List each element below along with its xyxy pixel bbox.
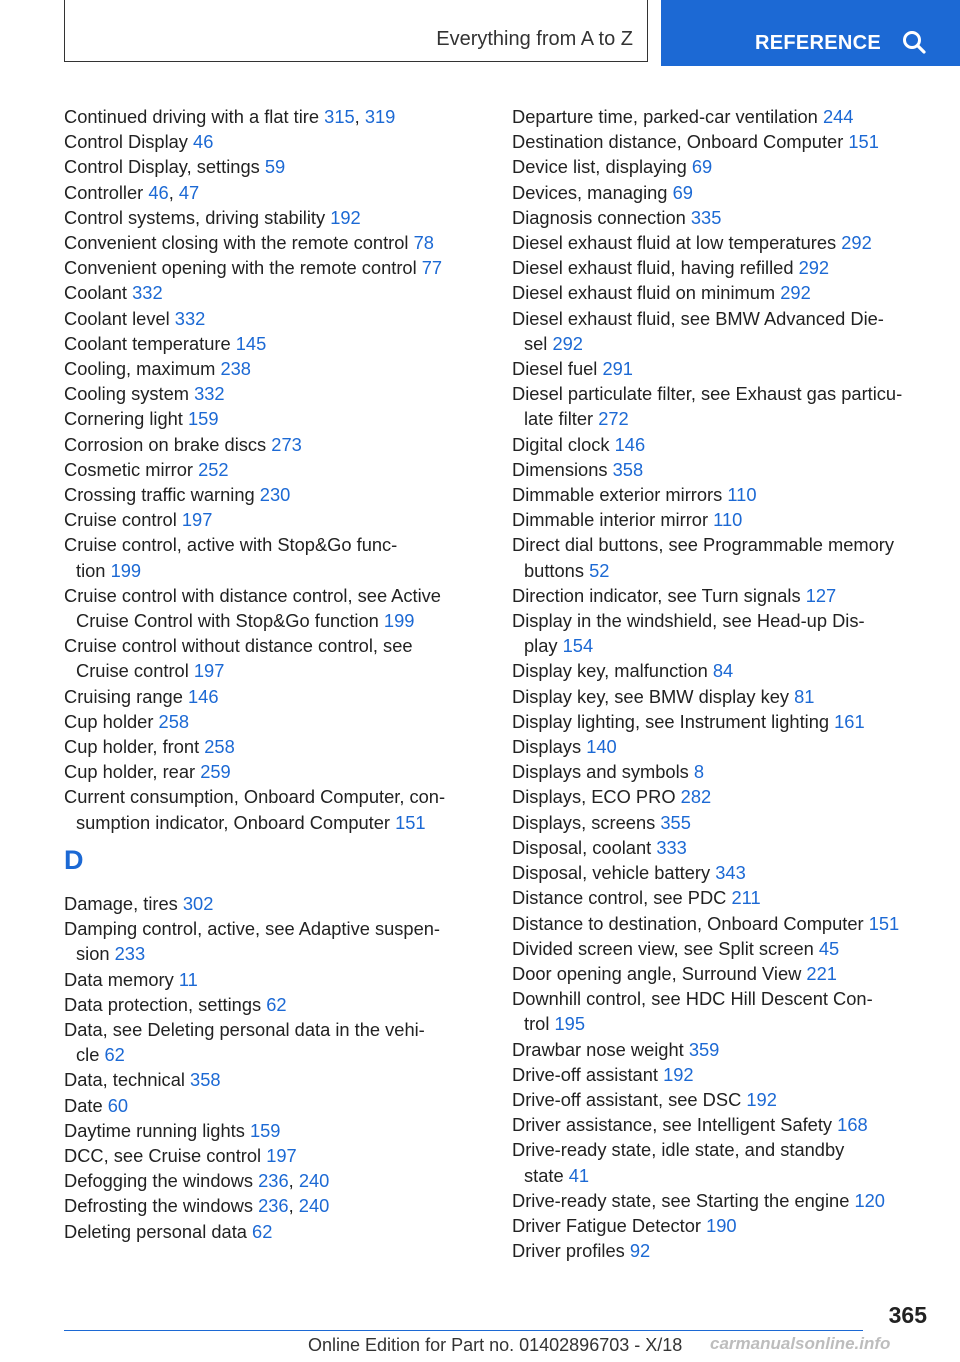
index-entry: [512, 860, 932, 885]
index-entry-text: Corrosion on brake discs: [64, 433, 267, 455]
index-entry-continuation: [64, 941, 474, 966]
index-entry-continuation-text: late filter: [524, 408, 594, 430]
index-entry: [512, 1062, 932, 1087]
page-reference-link[interactable]: 78: [413, 232, 434, 254]
index-entry-text: Door opening angle, Surround View: [512, 962, 802, 984]
index-entry-text: Data, see Deleting personal data in the vehi-: [64, 1018, 425, 1040]
index-entry: [64, 457, 474, 482]
index-entry-text: Departure time, parked-car ventilation: [512, 106, 818, 127]
index-entry-text: Driver assistance, see Intelligent Safety: [512, 1114, 833, 1136]
page-reference-link[interactable]: 146: [614, 433, 646, 455]
index-entry: [64, 432, 474, 457]
index-entry: [512, 784, 932, 809]
index-entry: [512, 507, 932, 532]
page-reference-link[interactable]: 197: [193, 660, 225, 682]
index-entry-text: Data memory: [64, 968, 174, 990]
index-entry-text: Drive-ready state, idle state, and standby: [512, 1139, 845, 1161]
index-entry-text: Control Display: [64, 131, 188, 153]
index-entry-continuation-text: sumption indicator, Onboard Computer: [76, 811, 390, 833]
footer-edition-text: Online Edition for Part no. 01402896703 - X/18: [308, 1335, 683, 1355]
index-entry-text: Disposal, coolant: [512, 836, 652, 858]
page-reference-link[interactable]: 358: [190, 1069, 221, 1091]
page-reference-link[interactable]: 236: [258, 1195, 289, 1217]
page-reference-link[interactable]: 45: [818, 937, 840, 959]
page-reference-link[interactable]: 159: [187, 408, 219, 430]
index-entry-text: Coolant temperature: [64, 332, 231, 354]
page-reference-link[interactable]: 233: [114, 943, 146, 965]
index-entry: [64, 1017, 474, 1067]
index-entry: [64, 306, 474, 331]
index-entry-text: Controller: [64, 181, 144, 203]
page-reference-link[interactable]: 59: [264, 156, 286, 178]
page-reference-link[interactable]: 60: [107, 1094, 129, 1116]
index-entry-text: Drive-ready state, see Starting the engine: [512, 1189, 850, 1211]
index-entry: [64, 967, 474, 992]
index-entry: [64, 1118, 474, 1143]
index-entry: [512, 457, 932, 482]
header-section-title: Everything from A to Z: [436, 28, 633, 50]
index-entry: [64, 583, 474, 633]
index-entry-continuation: [64, 810, 474, 835]
index-entry-text: Displays and symbols: [512, 761, 689, 783]
index-entry-continuation-text: buttons: [524, 559, 584, 581]
page-reference-link[interactable]: 168: [837, 1114, 868, 1136]
index-entry-text: Destination distance, Onboard Computer: [512, 131, 844, 153]
page-reference-link[interactable]: 211: [731, 887, 761, 909]
index-entry-text: Distance to destination, Onboard Computer: [512, 912, 864, 934]
reference-tab[interactable]: [661, 0, 960, 66]
index-entry-continuation: [512, 1163, 932, 1188]
index-entry-text: Drive-off assistant: [512, 1063, 658, 1085]
index-entry: [64, 255, 474, 280]
index-entry-text: Display key, malfunction: [512, 660, 708, 682]
index-entry: [512, 104, 932, 129]
index-entry: [512, 1037, 932, 1062]
page-reference-link[interactable]: 140: [586, 736, 617, 758]
page-reference-link[interactable]: 221: [806, 962, 837, 984]
page-reference-link[interactable]: 292: [780, 282, 811, 304]
index-entry-continuation: [64, 608, 474, 633]
page-reference-link[interactable]: 359: [688, 1038, 720, 1060]
index-entry: [64, 684, 474, 709]
index-entry: [512, 961, 932, 986]
page-reference-link[interactable]: 92: [629, 1240, 651, 1262]
index-entry: [512, 482, 932, 507]
index-entry: [512, 1188, 932, 1213]
page-reference-link[interactable]: 259: [200, 761, 231, 783]
page-reference-link[interactable]: 46: [148, 181, 169, 203]
index-entry-text: Coolant level: [64, 307, 170, 329]
page-reference-link[interactable]: 195: [554, 1013, 586, 1035]
index-entry-text: Cruise control without distance control, see: [64, 635, 413, 657]
page-reference-link[interactable]: 161: [834, 710, 865, 732]
index-entry-text: Crossing traffic warning: [64, 484, 255, 506]
page-reference-link[interactable]: 315: [324, 106, 355, 127]
index-entry-text: Cruise control, active with Stop&Go func-: [64, 534, 398, 556]
page-reference-link[interactable]: 332: [174, 307, 206, 329]
page-reference-link[interactable]: 8: [693, 761, 705, 783]
index-entry-text: Divided screen view, see Split screen: [512, 937, 814, 959]
page-reference-link[interactable]: 127: [805, 584, 837, 606]
page-reference-link[interactable]: 110: [713, 509, 743, 531]
index-entry-text: Display lighting, see Instrument lighting: [512, 710, 830, 732]
page-reference-link[interactable]: 62: [266, 993, 287, 1015]
index-entry: [512, 532, 932, 582]
index-entry-continuation-text: sel: [524, 332, 548, 354]
index-entry-text: Diesel exhaust fluid on minimum: [512, 282, 776, 304]
index-entry-continuation-text: play: [524, 635, 558, 657]
page-reference-link[interactable]: 146: [187, 685, 219, 707]
page-reference-link[interactable]: 240: [298, 1170, 330, 1192]
index-entry-text: Dimensions: [512, 458, 608, 480]
index-entry: [64, 891, 474, 916]
index-entry-text: Defrosting the windows: [64, 1195, 253, 1217]
index-entry-continuation: [512, 558, 932, 583]
index-entry: [64, 280, 474, 305]
index-entry-text: Control Display, settings: [64, 156, 260, 178]
index-entry: [512, 658, 932, 683]
header-section-tab: [64, 0, 648, 62]
index-entry: [64, 230, 474, 255]
index-entry-text: Direction indicator, see Turn signals: [512, 584, 801, 606]
page-reference-link[interactable]: 62: [252, 1220, 273, 1242]
index-entry: [512, 734, 932, 759]
page-reference-link[interactable]: 77: [421, 257, 443, 279]
index-entry-text: Disposal, vehicle battery: [512, 862, 711, 884]
index-entry: [64, 916, 474, 966]
index-entry-text: Cruising range: [64, 685, 183, 707]
index-entry: [64, 381, 474, 406]
index-entry: [512, 205, 932, 230]
page-reference-link[interactable]: 46: [193, 131, 214, 153]
index-entry: [64, 532, 474, 582]
index-entry-text: Diagnosis connection: [512, 206, 686, 228]
page-reference-link[interactable]: 151: [848, 131, 879, 153]
index-entry: [512, 129, 932, 154]
page-reference-link[interactable]: 192: [746, 1088, 777, 1110]
page-reference-link[interactable]: 252: [198, 458, 229, 480]
index-entry-text: Drive-off assistant, see DSC: [512, 1088, 742, 1110]
index-entry-text: Convenient opening with the remote control: [64, 257, 417, 279]
page-reference-link[interactable]: 238: [220, 358, 251, 380]
page-reference-link[interactable]: 319: [364, 106, 396, 127]
index-entry-text: Diesel exhaust fluid, see BMW Advanced Die-: [512, 307, 884, 329]
index-entry-text: Cosmetic mirror: [64, 458, 193, 480]
page-reference-link[interactable]: 120: [854, 1189, 885, 1211]
index-entry-text: Damage, tires: [64, 892, 178, 914]
index-entry-text: Displays: [512, 736, 582, 758]
index-entry-text: Convenient closing with the remote control: [64, 232, 409, 254]
index-entry: [64, 784, 474, 834]
page-reference-link[interactable]: 355: [660, 811, 691, 833]
index-entry: [512, 306, 932, 356]
page-reference-link[interactable]: 151: [868, 912, 900, 934]
index-entry-text: Driver profiles: [512, 1240, 625, 1262]
page-reference-link[interactable]: 292: [552, 332, 583, 354]
index-entry: [64, 633, 474, 683]
search-icon[interactable]: [901, 29, 927, 55]
index-entry-text: Cooling, maximum: [64, 358, 216, 380]
index-entry: [64, 331, 474, 356]
index-entry: [64, 154, 474, 179]
page-reference-link[interactable]: 333: [656, 836, 687, 858]
index-entry: Defrosting the windows 236, 240: [64, 1195, 330, 1217]
index-entry-continuation-text: state: [524, 1164, 564, 1186]
index-entry: Defogging the windows 236, 240: [64, 1170, 330, 1192]
page-reference-link[interactable]: 47: [178, 181, 200, 203]
page-reference-link[interactable]: 258: [158, 710, 190, 732]
index-entry-text: Defogging the windows: [64, 1170, 254, 1192]
page-reference-link[interactable]: 244: [822, 106, 854, 127]
index-entry-continuation-text: cle: [76, 1044, 100, 1066]
index-entry: [512, 1087, 932, 1112]
index-column-left: [64, 104, 474, 1244]
index-column-right: [512, 104, 932, 1263]
index-entry: [512, 180, 932, 205]
index-entry-text: Current consumption, Onboard Computer, con-: [64, 786, 446, 808]
index-entry: [512, 911, 932, 936]
index-entry: [64, 1067, 474, 1092]
index-entry-text: Data, technical: [64, 1069, 185, 1091]
page-reference-link[interactable]: 145: [235, 332, 267, 354]
index-entry: [64, 507, 474, 532]
page-reference-link[interactable]: 159: [249, 1119, 281, 1141]
page-reference-link[interactable]: 230: [259, 484, 291, 506]
page-reference-link[interactable]: 199: [383, 610, 415, 632]
index-entry: [64, 129, 474, 154]
index-entry-continuation-text: sion: [76, 943, 110, 965]
index-entry: [512, 230, 932, 255]
index-entry-text: Diesel particulate filter, see Exhaust gas particu-: [512, 383, 903, 405]
index-entry: [512, 986, 932, 1036]
index-entry: [64, 734, 474, 759]
index-entry: [64, 205, 474, 230]
index-entry-text: Damping control, active, see Adaptive suspen-: [64, 918, 440, 940]
index-entry-text: Continued driving with a flat tire: [64, 106, 320, 127]
page-reference-link[interactable]: 335: [690, 206, 722, 228]
index-entry: [512, 583, 932, 608]
page-reference-link[interactable]: 81: [794, 685, 815, 707]
index-entry-text: Display in the windshield, see Head-up Dis-: [512, 610, 865, 632]
index-entry-text: Direct dial buttons, see Programmable memory: [512, 534, 895, 556]
index-entry: [512, 1137, 932, 1187]
page-reference-link[interactable]: 197: [266, 1144, 297, 1166]
page-reference-link[interactable]: 69: [691, 156, 713, 178]
index-entry-text: Coolant: [64, 282, 128, 304]
page-reference-link[interactable]: 358: [612, 458, 644, 480]
page-reference-link[interactable]: 62: [104, 1044, 125, 1066]
page-reference-link[interactable]: 332: [194, 383, 225, 405]
index-entry-text: Downhill control, see HDC Hill Descent Con-: [512, 988, 873, 1010]
index-entry: [512, 432, 932, 457]
index-entry-text: Displays, screens: [512, 811, 656, 833]
index-entry-continuation: [512, 633, 932, 658]
index-entry: [64, 992, 474, 1017]
index-entry-text: DCC, see Cruise control: [64, 1144, 262, 1166]
index-entry-continuation-text: tion: [76, 559, 106, 581]
page-reference-link[interactable]: 69: [672, 181, 693, 203]
page-reference-link[interactable]: 332: [132, 282, 163, 304]
index-entry: Controller 46, 47: [64, 181, 200, 203]
index-entry-text: Cup holder: [64, 710, 154, 732]
index-entry-text: Display key, see BMW display key: [512, 685, 790, 707]
index-entry-text: Driver Fatigue Detector: [512, 1214, 701, 1236]
index-entry-continuation-text: Cruise Control with Stop&Go function: [76, 610, 379, 632]
footer-divider: [64, 1330, 863, 1331]
index-entry-text: Cruise control with distance control, see Active: [64, 584, 441, 606]
index-entry: [64, 709, 474, 734]
index-entry-text: Cup holder, rear: [64, 761, 196, 783]
index-entry: [64, 1093, 474, 1118]
index-entry: [512, 154, 932, 179]
index-entry: Continued driving with a flat tire 315, 319: [64, 106, 396, 127]
index-entry: [512, 759, 932, 784]
page-reference-link[interactable]: 272: [598, 408, 629, 430]
index-entry-text: Digital clock: [512, 433, 610, 455]
index-entry: [512, 885, 932, 910]
page-reference-link[interactable]: 11: [178, 968, 198, 990]
index-entry: [512, 608, 932, 658]
index-entry: [64, 1143, 474, 1168]
index-entry-continuation: [64, 658, 474, 683]
page-reference-link[interactable]: 190: [706, 1214, 737, 1236]
index-entry: [512, 1112, 932, 1137]
page-reference-link[interactable]: 282: [680, 786, 712, 808]
page-reference-link[interactable]: 197: [181, 509, 213, 531]
index-entry: [64, 759, 474, 784]
page-reference-link[interactable]: 236: [258, 1170, 289, 1192]
index-entry-continuation-text: Cruise control: [76, 660, 189, 682]
index-entry: [512, 810, 932, 835]
index-entry-text: Cornering light: [64, 408, 183, 430]
index-entry-text: Daytime running lights: [64, 1119, 245, 1141]
index-entry: [512, 936, 932, 961]
page-reference-link[interactable]: 41: [568, 1164, 590, 1186]
index-entry-continuation: [512, 331, 932, 356]
page-reference-link[interactable]: 291: [602, 358, 633, 380]
index-entry-text: Diesel exhaust fluid, having refilled: [512, 257, 794, 279]
page-reference-link[interactable]: 240: [298, 1195, 330, 1217]
index-entry: [64, 406, 474, 431]
index-entry: [512, 255, 932, 280]
index-entry-continuation: [512, 406, 932, 431]
index-entry-text: Distance control, see PDC: [512, 887, 727, 909]
page-reference-link[interactable]: 258: [204, 736, 235, 758]
index-entry-text: Displays, ECO PRO: [512, 786, 676, 808]
page-reference-link[interactable]: 52: [589, 559, 610, 581]
index-entry-text: Cup holder, front: [64, 736, 200, 758]
page-reference-link[interactable]: 192: [330, 206, 361, 228]
index-entry-continuation: [64, 1042, 474, 1067]
page-reference-link[interactable]: 302: [182, 892, 214, 914]
page-reference-link[interactable]: 192: [663, 1063, 694, 1085]
page-reference-link[interactable]: 199: [110, 559, 142, 581]
index-entry-text: Device list, displaying: [512, 156, 687, 178]
index-entry-continuation: [512, 1011, 932, 1036]
index-entry-continuation: [64, 558, 474, 583]
index-entry-text: Control systems, driving stability: [64, 206, 326, 228]
index-entry-text: Dimmable exterior mirrors: [512, 484, 723, 506]
section-heading-d: D: [64, 844, 84, 875]
page-reference-link[interactable]: 343: [715, 862, 746, 884]
index-entry-text: Deleting personal data: [64, 1220, 247, 1242]
page-reference-link[interactable]: 110: [727, 484, 757, 506]
index-entry-text: Drawbar nose weight: [512, 1038, 684, 1060]
index-entry: [64, 482, 474, 507]
index-entry: [512, 381, 932, 431]
index-entry-text: Diesel fuel: [512, 358, 598, 380]
page-reference-link[interactable]: 292: [841, 232, 872, 254]
page-number: 365: [888, 1302, 927, 1328]
index-entry-text: Date: [64, 1094, 103, 1116]
index-entry: [512, 684, 932, 709]
index-entry: [512, 835, 932, 860]
page-reference-link[interactable]: 151: [395, 811, 426, 833]
index-entry: [512, 280, 932, 305]
index-entry: [64, 356, 474, 381]
index-entry-continuation-text: trol: [524, 1013, 550, 1035]
index-entry-text: Cooling system: [64, 383, 189, 405]
index-entry: [512, 1238, 932, 1263]
page-reference-link[interactable]: 154: [562, 635, 594, 657]
watermark: carmanualsonline.info: [710, 1334, 891, 1353]
index-entry: [512, 709, 932, 734]
page-reference-link[interactable]: 84: [712, 660, 734, 682]
index-entry-text: Data protection, settings: [64, 993, 262, 1015]
page-reference-link[interactable]: 273: [271, 433, 302, 455]
index-entry-text: Devices, managing: [512, 181, 668, 203]
index-entry: [512, 356, 932, 381]
index-entry: [64, 1219, 474, 1244]
index-entry-text: Diesel exhaust fluid at low temperatures: [512, 232, 837, 254]
index-entry: [512, 1213, 932, 1238]
index-entry-text: Dimmable interior mirror: [512, 509, 709, 531]
index-entry-text: Cruise control: [64, 509, 177, 531]
reference-tab-label: REFERENCE: [755, 32, 882, 54]
page-reference-link[interactable]: 292: [798, 257, 830, 279]
